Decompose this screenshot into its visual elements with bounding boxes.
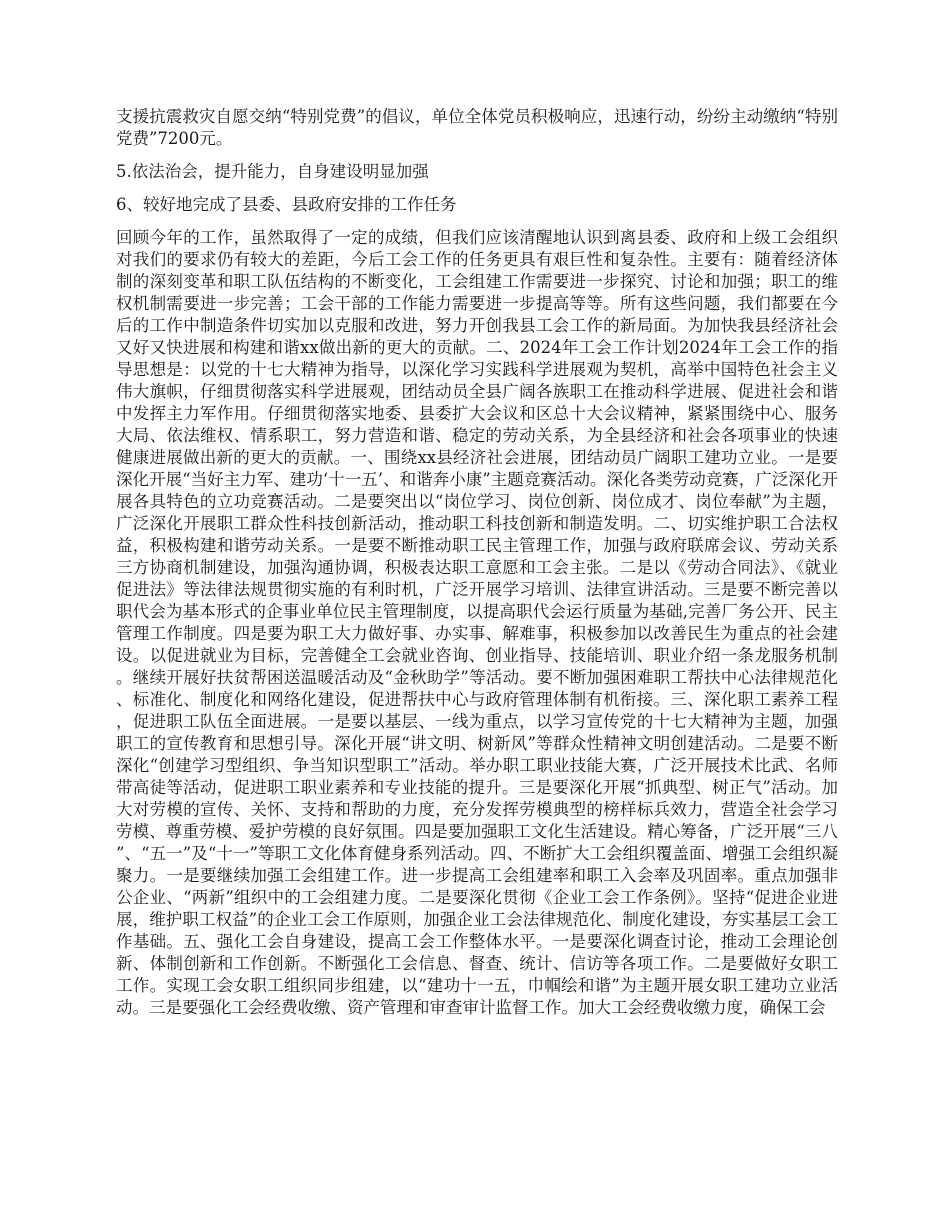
intro-paragraph: 支援抗震救灾自愿交纳“特别党费”的倡议，单位全体党员积极响应，迅速行动，纷纷主动缴纳“特别党费”7200元。 — [116, 107, 838, 148]
main-paragraph: 回顾今年的工作，虽然取得了一定的成绩，但我们应该清醒地认识到离县委、政府和上级工会组织对我们的要求仍有较大的差距，今后工会工作的任务更具有艰巨性和复杂性。主要有：随着经济体制的深刻变革和职工队伍结构的不断变化，工会组建工作需要进一步探究、讨论和加强；职工的维权机制需要进一步完善；工会干部的工作能力需要进一步提高等等。所有这些问题，我们都要在今后的工作中制造条件切实加以克服和改进，努力开创我县工会工作的新局面。为加快我县经济社会又好又快进展和构建和谐xx做出新的更大的贡献。二、2024年工会工作计划2024年工会工作的指导思想是：以党的十七大精神为指导，以深化学习实践科学进展观为契机，高举中国特色社会主义伟大旗帜，仔细贯彻落实科学进展观，团结动员全县广阔各族职工在推动科学进展、促进社会和谐中发挥主力军作用。仔细贯彻落实地委、县委扩大会议和区总十大会议精神，紧紧围绕中心、服务大局、依法维权、情系职工，努力营造和谐、稳定的劳动关系，为全县经济和社会各项事业的快速健康进展做出新的更大的贡献。一、围绕xx县经济社会进展，团结动员广阔职工建功立业。一是要深化开展“当好主力军、建功‘十一五’、和谐奔小康”主题竞赛活动。深化各类劳动竞赛，广泛深化开展各具特色的立功竞赛活动。二是要突出以“岗位学习、岗位创新、岗位成才、岗位奉献”为主题，广泛深化开展职工群众性科技创新活动，推动职工科技创新和制造发明。二、切实维护职工合法权益，积极构建和谐劳动关系。一是要不断推动职工民主管理工作，加强与政府联席会议、劳动关系三方协商机制建设，加强沟通协调，积极表达职工意愿和工会主张。二是以《劳动合同法》、《就业促进法》等法律法规贯彻实施的有利时机，广泛开展学习培训、法律宣讲活动。三是要不断完善以职代会为基本形式的企事业单位民主管理制度，以提高职代会运行质量为基础,完善厂务公开、民主管理工作制度。四是要为职工大力做好事、办实事、解难事，积极参加以改善民生为重点的社会建设。以促进就业为目标，完善健全工会就业咨询、创业指导、技能培训、职业介绍一条龙服务机制。继续开展好扶贫帮困送温暖活动及“金秋助学”等活动。要不断加强困难职工帮扶中心法律规范化、标准化、制度化和网络化建设，促进帮扶中心与政府管理体制有机衔接。三、深化职工素养工程，促进职工队伍全面进展。一是要以基层、一线为重点，以学习宣传党的十七大精神为主题，加强职工的宣传教育和思想引导。深化开展“讲文明、树新风”等群众性精神文明创建活动。二是要不断深化“创建学习型组织、争当知识型职工”活动。举办职工职业技能大赛，广泛开展技术比武、名师带高徒等活动，促进职工职业素养和专业技能的提升。三是要深化开展“抓典型、树正气”活动。加大对劳模的宣传、关怀、支持和帮助的力度，充分发挥劳模典型的榜样标兵效力，营造全社会学习劳模、尊重劳模、爱护劳模的良好氛围。四是要加强职工文化生活建设。精心筹备，广泛开展“三八”、“五一”及“十一”等职工文化体育健身系列活动。四、不断扩大工会组织覆盖面、增强工会组织凝聚力。一是要继续加强工会组建工作。进一步提高工会组建率和职工入会率及巩固率。重点加强非公企业、“两新”组织中的工会组建力度。二是要深化贯彻《企业工会工作条例》。坚持“促进企业进展，维护职工权益”的企业工会工作原则，加强企业工会法律规范化、制度化建设，夯实基层工会工作基础。五、强化工会自身建设，提高工会工作整体水平。一是要深化调查讨论，推动工会理论创新、体制创新和工作创新。不断强化工会信息、督查、统计、信访等各项工作。二是要做好女职工工作。实现工会女职工组织同步组建，以“建功十一五，巾帼绘和谐”为主题开展女职工建功立业活动。三是要强化工会经费收缴、资产管理和审查审计监督工作。加大工会经费收缴力度，确保工会 — [116, 228, 838, 1017]
section-heading-6: 6、较好地完成了县委、县政府安排的工作任务 — [116, 195, 457, 214]
section-heading-5: 5.依法治会，提升能力，自身建设明显加强 — [116, 162, 429, 181]
document-page — [116, 106, 838, 1019]
